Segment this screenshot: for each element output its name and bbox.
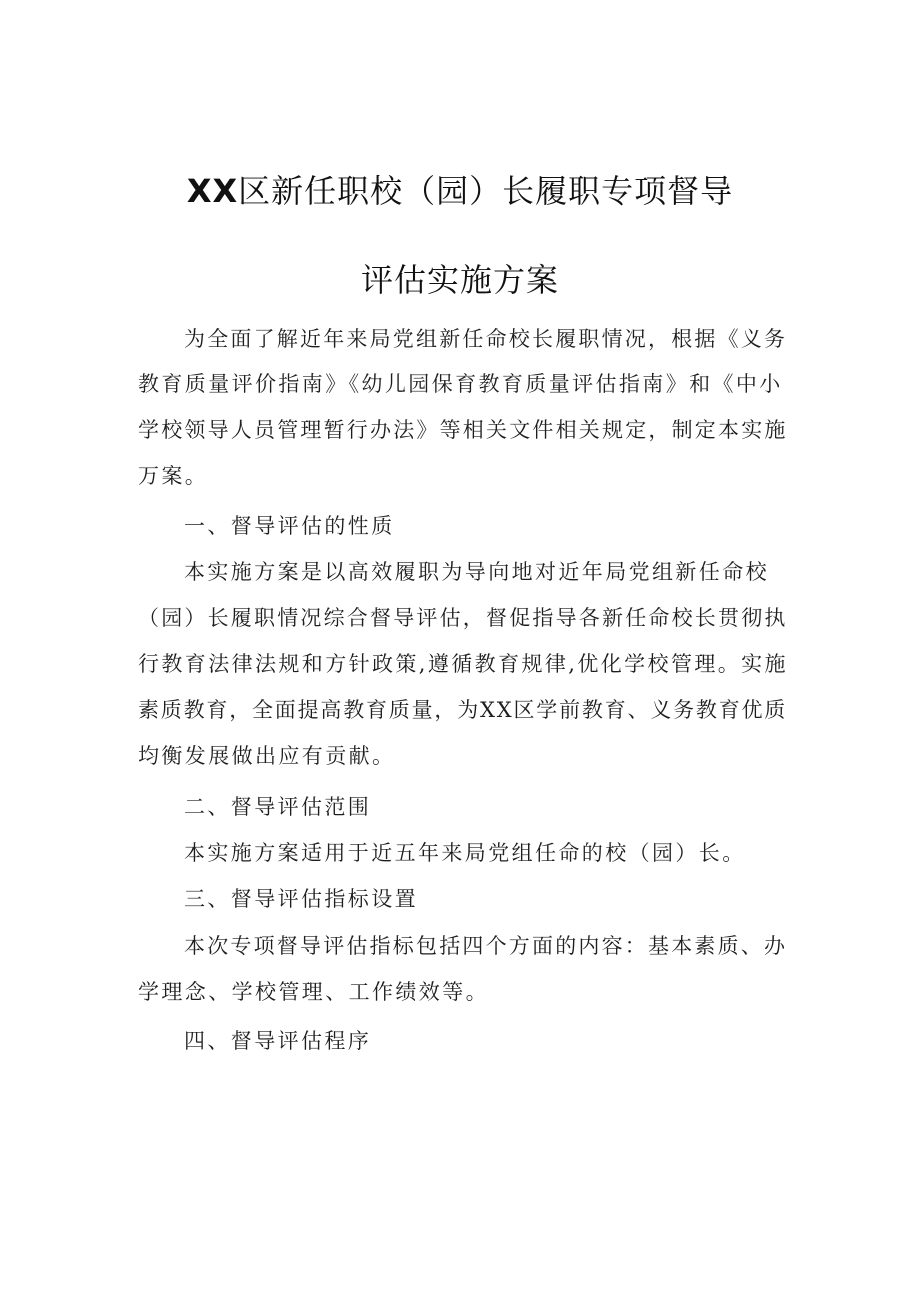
intro-line-2: 教育质量评价指南》《幼儿园保育教育质量评估指南》和《中小 <box>138 372 783 396</box>
title-region-prefix: XX <box>186 172 239 210</box>
title-line-1-text: 区新任职校（园）长履职专项督导 <box>238 172 734 210</box>
section-1-line-2: （园）长履职情况综合督导评估，督促指导各新任命校长贯彻执 <box>138 606 788 630</box>
document-title-line-2: 评估实施方案 <box>360 261 559 299</box>
section-4-heading: 四、督导评估程序 <box>184 1029 372 1053</box>
document-title-line-1 <box>0 166 920 212</box>
intro-line-4: 万案。 <box>138 464 209 488</box>
intro-line-1: 为全面了解近年来局党组新任命校长履职情况，根据《义务 <box>184 327 788 351</box>
intro-line-3: 学校领导人员管理暂行办法》等相关文件相关规定，制定本实施 <box>138 418 788 442</box>
section-1-line-5: 均衡发展做出应有贡献。 <box>138 744 396 768</box>
section-1-line-4: 素质教育，全面提高教育质量，为XX区学前教育、义务教育优质 <box>138 698 788 722</box>
section-1-line-1: 本实施方案是以高效履职为导向地对近年局党组新任命校 <box>184 560 769 584</box>
section-2-heading: 二、督导评估范围 <box>184 795 372 819</box>
section-1-heading: 一、督导评估的性质 <box>184 514 395 538</box>
section-3-line-2: 学理念、学校管理、工作绩效等。 <box>138 980 489 1004</box>
section-3-line-1: 本次专项督导评估指标包括四个方面的内容：基本素质、办 <box>184 934 788 958</box>
section-2-line-1: 本实施方案适用于近五年来局党组任命的校（园）长。 <box>184 841 746 865</box>
section-1-line-3: 行教育法律法规和方针政策,遵循教育规律,优化学校管理。实施 <box>138 652 788 676</box>
section-3-heading: 三、督导评估指标设置 <box>184 887 418 911</box>
